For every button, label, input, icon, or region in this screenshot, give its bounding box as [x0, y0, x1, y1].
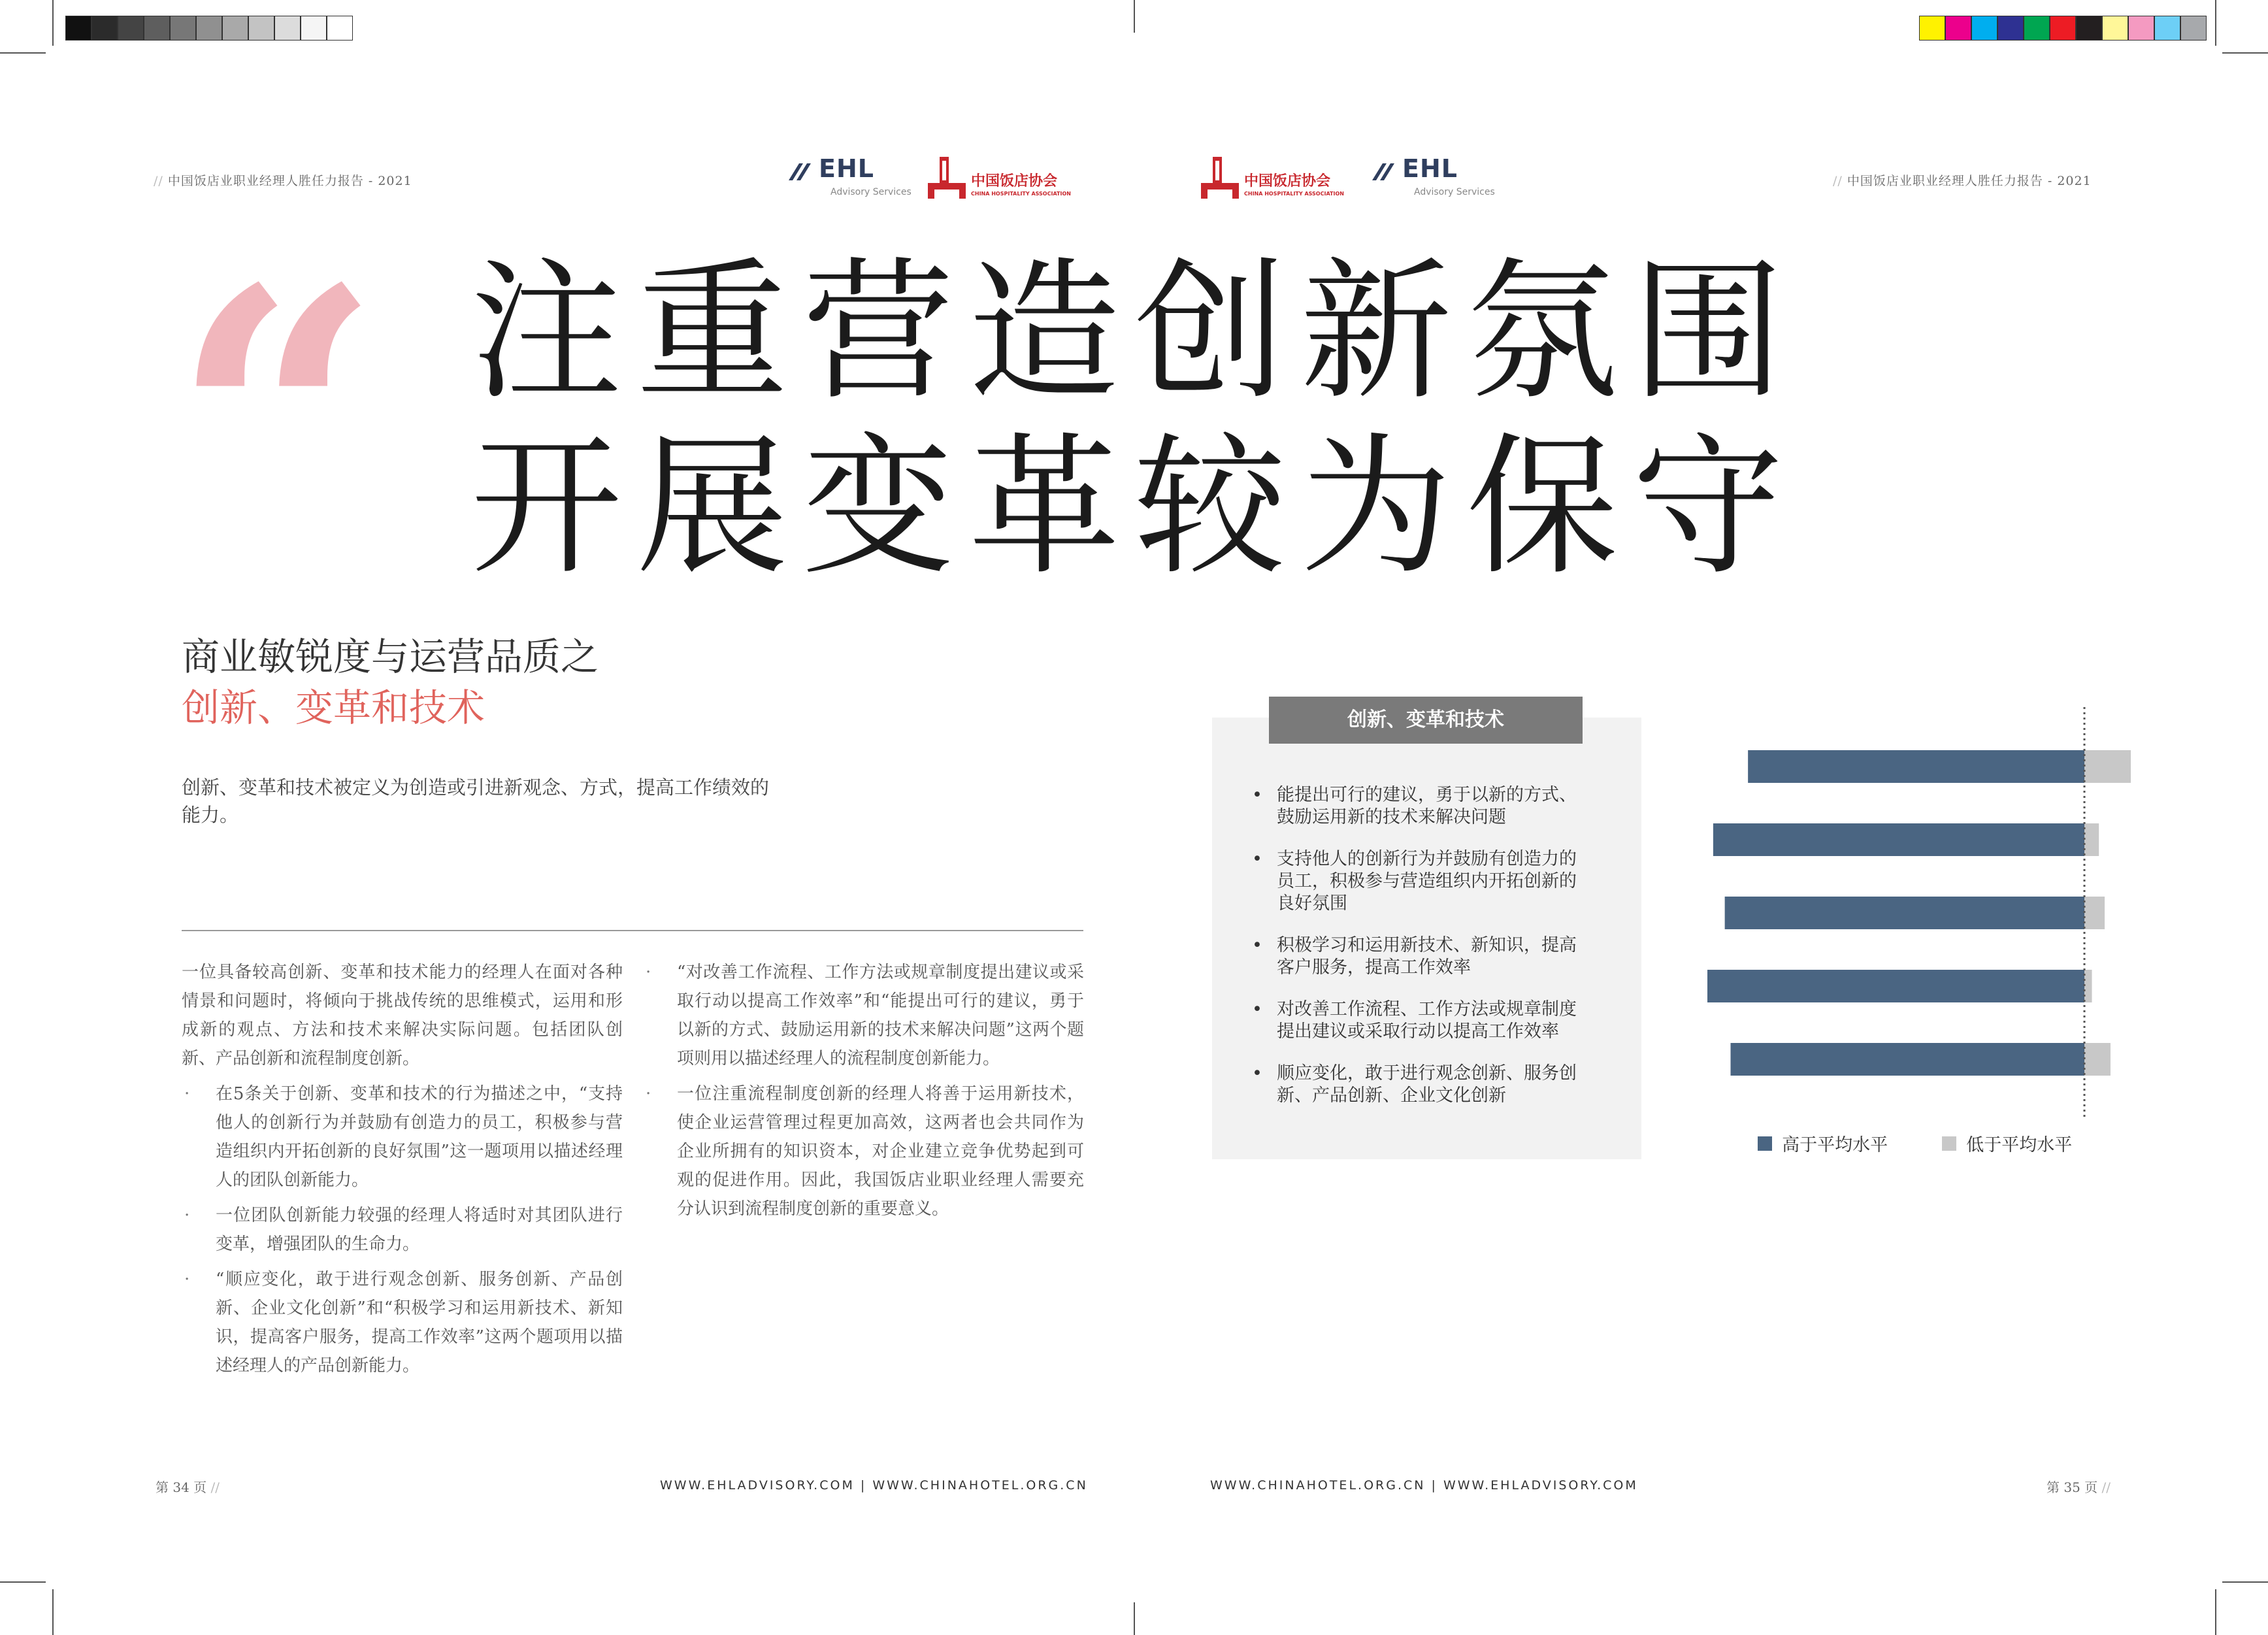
panel-item [1243, 1063, 1609, 1107]
bar-below-average [2084, 823, 2099, 856]
footer-right-url: WWW.CHINAHOTEL.ORG.CN | WWW.EHLADVISORY.COM [1210, 1478, 1638, 1493]
panel-item-line: 员工，积极参与营造组织内开拓创新的 [1277, 871, 1577, 891]
headline [470, 244, 1798, 595]
color-swatch [2128, 16, 2154, 41]
ehl-mark-icon [787, 161, 816, 183]
list-item: · 一位注重流程制度创新的经理人将善于运用新技术，使企业运营管理过程更加高效，这两者也会共同作为企业所拥有的知识资本，对企业建立竞争优势起到可观的促进作用。因此，我国饭店业职业经理人需要充分认识到流程制度创新的重要意义。 [643, 1080, 1084, 1223]
footer-right-page-number: 第 35 页 // [2046, 1479, 2111, 1495]
gray-swatch [118, 16, 144, 41]
bar-above-average [1713, 823, 2084, 856]
list-item: · “顺应变化，敢于进行观念创新、服务创新、产品创新、企业文化创新”和“积极学习和运用新技术、新知识，提高客户服务，提高工作效率”这两个题项用以描述经理人的产品创新能力。 [182, 1265, 623, 1380]
panel-item-line: 能提出可行的建议，勇于以新的方式、 [1277, 785, 1577, 805]
color-swatch [2102, 16, 2128, 41]
crop-mark [2222, 52, 2268, 54]
section-title: 创新、变革和技术 [182, 685, 485, 730]
footer-left-url: WWW.EHLADVISORY.COM | WWW.CHINAHOTEL.ORG.CN [660, 1478, 1088, 1493]
panel-item [1243, 999, 1609, 1043]
gray-swatch [65, 16, 91, 41]
bar-above-average [1707, 970, 2084, 1002]
body-column-2 [643, 958, 1084, 1230]
bar-below-average [2084, 750, 2131, 783]
crop-mark [1134, 0, 1135, 33]
panel-item [1243, 934, 1609, 979]
list-item: · 在5条关于创新、变革和技术的行为描述之中，“支持他人的创新行为并鼓励有创造力的员工，积极参与营造组织内开拓创新的良好氛围”这一题项用以描述经理人的团队创新能力。 [182, 1080, 623, 1195]
gray-swatch [144, 16, 170, 41]
body-bullets-col1 [182, 1080, 623, 1380]
bar-above-average [1731, 1043, 2084, 1076]
panel-behavior-list [1243, 784, 1609, 1127]
header-right-title: // 中国饭店业职业经理人胜任力报告 - 2021 [1833, 174, 2092, 188]
panel-title: 创新、变革和技术 [1269, 697, 1583, 744]
headline-line-2: 开展变革较为保守 [470, 419, 1799, 595]
panel-item [1243, 784, 1609, 829]
color-swatch [2076, 16, 2102, 41]
section-subtitle: 商业敏锐度与运营品质之 [182, 635, 599, 679]
legend-label-above: 高于平均水平 [1782, 1135, 1888, 1155]
list-item: · 一位团队创新能力较强的经理人将适时对其团队进行变革，增强团队的生命力。 [182, 1201, 623, 1259]
gray-swatch [301, 16, 327, 41]
color-swatch [1971, 16, 1997, 41]
crop-mark [1134, 1602, 1135, 1635]
color-swatch [2154, 16, 2180, 41]
panel-item-line: 积极学习和运用新技术、新知识，提高 [1277, 935, 1577, 955]
diverging-bar-chart [1647, 704, 2169, 1149]
legend-swatch-above [1758, 1136, 1772, 1151]
panel-item-line: 支持他人的创新行为并鼓励有创造力的 [1277, 849, 1577, 869]
intro-paragraph: 创新、变革和技术被定义为创造或引进新观念、方式，提高工作绩效的能力。 [182, 776, 770, 826]
body-paragraph: 一位具备较高创新、变革和技术能力的经理人在面对各种情景和问题时，将倾向于挑战传统的思维模式，运用和形成新的观点、方法和技术来解决实际问题。包括团队创新、产品创新和流程制度创新。 [182, 963, 623, 1068]
header-left-title: // 中国饭店业职业经理人胜任力报告 - 2021 [154, 174, 412, 188]
color-swatch [1919, 16, 1945, 41]
ehl-mark-icon [1371, 161, 1400, 183]
section-divider [182, 930, 1083, 931]
gray-swatch [91, 16, 118, 41]
cha-building-icon [1201, 157, 1239, 200]
bar-below-average [2084, 897, 2105, 929]
footer-left-page-number: 第 34 页 // [156, 1479, 220, 1495]
decorative-quote-mark: “ [171, 210, 382, 640]
crop-mark [0, 52, 46, 54]
headline-line-1: 注重营造创新氛围 [470, 244, 1799, 420]
crop-mark [2215, 1589, 2216, 1635]
panel-item-line: 良好氛围 [1277, 893, 1347, 914]
gray-swatch [274, 16, 301, 41]
panel-item-line: 提出建议或采取行动以提高工作效率 [1277, 1021, 1559, 1042]
color-swatch [1997, 16, 2024, 41]
color-swatch [2050, 16, 2076, 41]
crop-mark [52, 1589, 54, 1635]
panel-item-line: 新、产品创新、企业文化创新 [1277, 1085, 1506, 1106]
panel-item-line: 对改善工作流程、工作方法或规章制度 [1277, 999, 1577, 1019]
gray-swatch [248, 16, 274, 41]
legend-label-below: 低于平均水平 [1966, 1135, 2073, 1155]
body-column-1 [182, 958, 623, 1387]
gray-swatch [327, 16, 353, 41]
list-item: · “对改善工作流程、工作方法或规章制度提出建议或采取行动以提高工作效率”和“能提出可行的建议，勇于以新的方式、鼓励运用新的技术来解决问题”这两个题项则用以描述经理人的流程制度创新能力。 [643, 958, 1084, 1073]
gray-swatch [196, 16, 222, 41]
panel-item-line: 客户服务，提高工作效率 [1277, 957, 1471, 978]
bar-above-average [1725, 897, 2084, 929]
panel-item-line: 顺应变化，敢于进行观念创新、服务创 [1277, 1063, 1577, 1083]
crop-mark [2215, 0, 2216, 46]
crop-mark [52, 0, 54, 46]
bar-above-average [1748, 750, 2084, 783]
cha-building-icon [928, 157, 966, 200]
color-swatch [1945, 16, 1971, 41]
gray-swatch [222, 16, 248, 41]
bar-below-average [2084, 1043, 2111, 1076]
crop-mark [0, 1581, 46, 1583]
body-bullets-col2 [643, 958, 1084, 1223]
crop-mark [2222, 1581, 2268, 1583]
chart-legend [1758, 1131, 2072, 1156]
color-swatch [2024, 16, 2050, 41]
legend-swatch-below [1942, 1136, 1956, 1151]
panel-item [1243, 848, 1609, 915]
color-swatch [2180, 16, 2207, 41]
bar-below-average [2084, 970, 2092, 1002]
gray-swatch [170, 16, 196, 41]
panel-item-line: 鼓励运用新的技术来解决问题 [1277, 807, 1506, 827]
